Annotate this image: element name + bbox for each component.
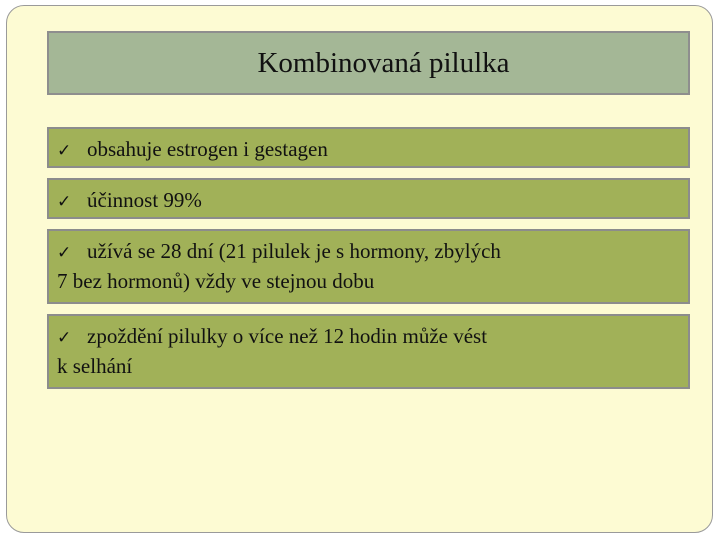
title-box — [47, 31, 690, 95]
list-item — [47, 127, 690, 168]
checkmark-icon: ✓ — [57, 243, 72, 263]
list-item-text: užívá se 28 dní (21 pilulek je s hormony, zbylých — [87, 239, 501, 263]
list-item — [47, 178, 690, 219]
checkmark-icon: ✓ — [57, 192, 72, 212]
list-item-continuation: 7 bez hormonů) vždy ve stejnou dobu — [57, 269, 375, 293]
list-item — [47, 229, 690, 304]
checkmark-icon: ✓ — [57, 328, 72, 348]
list-item-text: účinnost 99% — [87, 188, 202, 212]
checkmark-icon: ✓ — [57, 141, 72, 161]
list-item-line — [57, 237, 680, 267]
list-item-line — [57, 322, 680, 352]
slide-title: Kombinovaná pilulka — [257, 46, 510, 79]
list-item-line — [57, 135, 680, 165]
list-item — [47, 314, 690, 389]
list-item-text: obsahuje estrogen i gestagen — [87, 137, 328, 161]
list-item-line — [57, 186, 680, 216]
list-item-continuation: k selhání — [57, 354, 133, 378]
list-item-text: zpoždění pilulky o více než 12 hodin může vést — [87, 324, 488, 348]
